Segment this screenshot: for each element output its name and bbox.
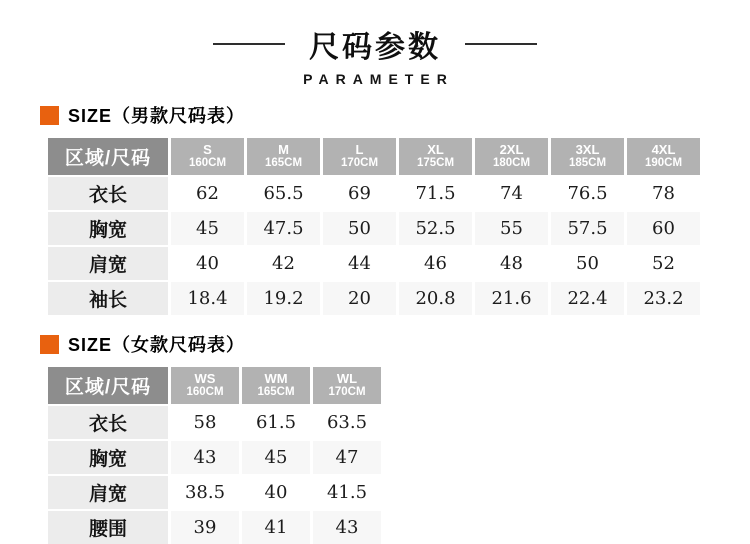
column-header-m: M 165CM (247, 138, 320, 175)
table-cell: 20 (323, 282, 396, 315)
table-cell: 47.5 (247, 212, 320, 245)
orange-square-icon (40, 335, 59, 354)
table-cell: 76.5 (551, 177, 624, 210)
men-size-table (48, 138, 750, 315)
corner-header-cell: 区域/尺码 (48, 367, 168, 404)
table-cell: 58 (171, 406, 239, 439)
table-cell: 46 (399, 247, 472, 280)
table-cell: 50 (323, 212, 396, 245)
page-title: 尺码参数 (309, 31, 441, 64)
table-cell: 65.5 (247, 177, 320, 210)
table-cell: 43 (313, 511, 381, 544)
column-header-4xl: 4XL 190CM (627, 138, 700, 175)
table-cell: 42 (247, 247, 320, 280)
column-header-wl: WL 170CM (313, 367, 381, 404)
women-section-title: SIZE（女款尺码表） (68, 335, 246, 355)
right-divider-line (465, 43, 537, 45)
row-label-sleeve-length: 袖长 (48, 282, 168, 315)
table-cell: 69 (323, 177, 396, 210)
table-cell: 45 (242, 441, 310, 474)
table-cell: 63.5 (313, 406, 381, 439)
table-cell: 62 (171, 177, 244, 210)
women-section-heading (40, 331, 750, 357)
men-section-title: SIZE（男款尺码表） (68, 106, 246, 126)
table-cell: 50 (551, 247, 624, 280)
table-cell: 41 (242, 511, 310, 544)
table-cell: 40 (242, 476, 310, 509)
column-header-s: S 160CM (171, 138, 244, 175)
column-header-xl: XL 175CM (399, 138, 472, 175)
table-cell: 48 (475, 247, 548, 280)
table-cell: 52.5 (399, 212, 472, 245)
table-cell: 60 (627, 212, 700, 245)
table-cell: 40 (171, 247, 244, 280)
column-header-l: L 170CM (323, 138, 396, 175)
table-cell: 55 (475, 212, 548, 245)
row-label-clothing-length: 衣长 (48, 406, 168, 439)
table-cell: 21.6 (475, 282, 548, 315)
table-cell: 78 (627, 177, 700, 210)
column-header-2xl: 2XL 180CM (475, 138, 548, 175)
table-cell: 52 (627, 247, 700, 280)
row-label-clothing-length: 衣长 (48, 177, 168, 210)
table-cell: 71.5 (399, 177, 472, 210)
table-cell: 44 (323, 247, 396, 280)
table-cell: 39 (171, 511, 239, 544)
column-header-wm: WM 165CM (242, 367, 310, 404)
table-cell: 20.8 (399, 282, 472, 315)
table-cell: 41.5 (313, 476, 381, 509)
men-section-heading (40, 102, 750, 128)
row-label-chest-width: 胸宽 (48, 212, 168, 245)
table-cell: 74 (475, 177, 548, 210)
orange-square-icon (40, 106, 59, 125)
column-header-ws: WS 160CM (171, 367, 239, 404)
column-header-3xl: 3XL 185CM (551, 138, 624, 175)
table-cell: 43 (171, 441, 239, 474)
women-size-table (48, 367, 750, 544)
table-cell: 45 (171, 212, 244, 245)
title-block (0, 0, 750, 66)
table-cell: 19.2 (247, 282, 320, 315)
row-label-shoulder-width: 肩宽 (48, 476, 168, 509)
row-label-chest-width: 胸宽 (48, 441, 168, 474)
table-cell: 18.4 (171, 282, 244, 315)
row-label-shoulder-width: 肩宽 (48, 247, 168, 280)
page-subtitle: PARAMETER (303, 71, 454, 87)
table-cell: 22.4 (551, 282, 624, 315)
table-cell: 57.5 (551, 212, 624, 245)
row-label-waist: 腰围 (48, 511, 168, 544)
table-cell: 23.2 (627, 282, 700, 315)
table-cell: 47 (313, 441, 381, 474)
corner-header-cell: 区域/尺码 (48, 138, 168, 175)
table-cell: 38.5 (171, 476, 239, 509)
table-cell: 61.5 (242, 406, 310, 439)
left-divider-line (213, 43, 285, 45)
